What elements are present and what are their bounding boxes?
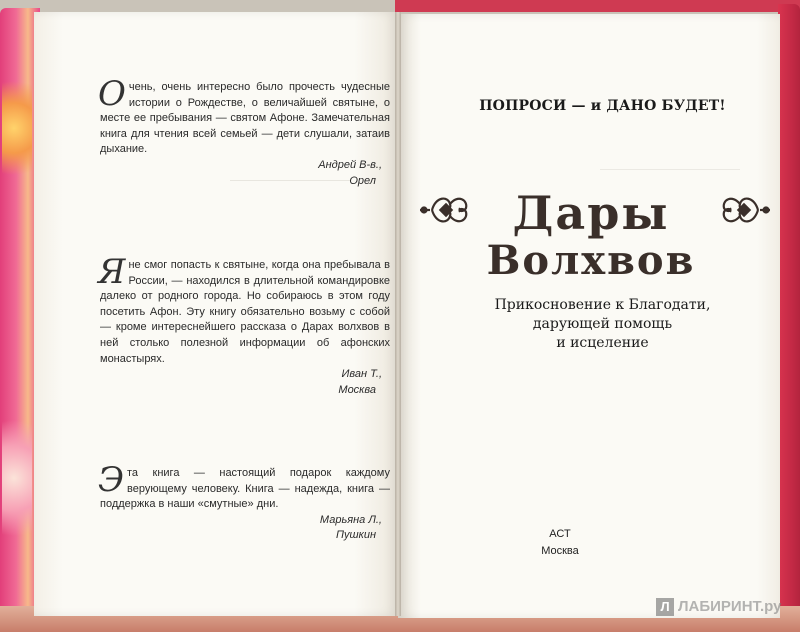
review-text [98,460,390,513]
cover-decoration [2,408,32,548]
title-line-2: Волхвов [486,237,696,284]
review-city: Москва [338,383,376,396]
review-3 [98,460,390,544]
title-line-1: Дары [512,186,670,240]
publisher-block [500,526,620,560]
watermark-text: ЛАБИРИНТ.ру [678,598,782,615]
dropcap: Я [98,252,126,292]
subtitle-line: Прикосновение к Благодати, [494,297,711,313]
review-body: не смог попасть к святыне, когда она пребывала в России, — находился в длительной командировке далеко от родного города. Но собираюсь в этом году посетить Афон. Эту книгу обязательно возьму с собой — кроме интереснейшего рассказа о Дарах волхвов в ней столько полезной информации об афонских монастырях. [100,259,390,365]
dropcap: Э [98,460,125,500]
book-cover-right-edge [778,4,800,624]
book-cover-top-edge [395,0,800,12]
review-2 [98,252,390,398]
review-body: та книга — настоящий подарок каждому верующему человеку. Книга — надежда, книга — поддержка в наши «смутные» дни. [100,467,390,511]
bleed-through-mark [600,130,740,170]
dropcap: О [98,74,126,114]
review-1 [98,74,390,189]
subtitle [430,296,775,353]
review-city: Орел [349,174,376,187]
book-title [418,180,764,290]
book-spine [395,12,401,616]
review-author: Иван Т., [341,368,382,381]
series-title: ПОПРОСИ — и ДАНО БУДЕТ! [479,98,726,114]
review-text [98,252,390,367]
review-city: Пушкин [336,529,376,542]
watermark-logo-icon: Л [656,598,674,616]
cover-decoration [2,68,32,188]
subtitle-line: и исцеление [556,335,649,351]
watermark [656,598,796,620]
subtitle-line: дарующей помощь [532,316,673,332]
publisher-name: АСТ [549,528,571,540]
review-author: Андрей В-в., [318,158,382,171]
review-author: Марьяна Л., [319,513,382,526]
publisher-city: Москва [541,545,579,557]
review-text [98,74,390,158]
review-body: чень, очень интересно было прочесть чудесные истории о Рождестве, о величайшей святыне, о месте ее пребывания — святом Афоне. Замечательная книга для чтения всей семьей — дети слушали, затаив дыхание. [100,81,390,156]
